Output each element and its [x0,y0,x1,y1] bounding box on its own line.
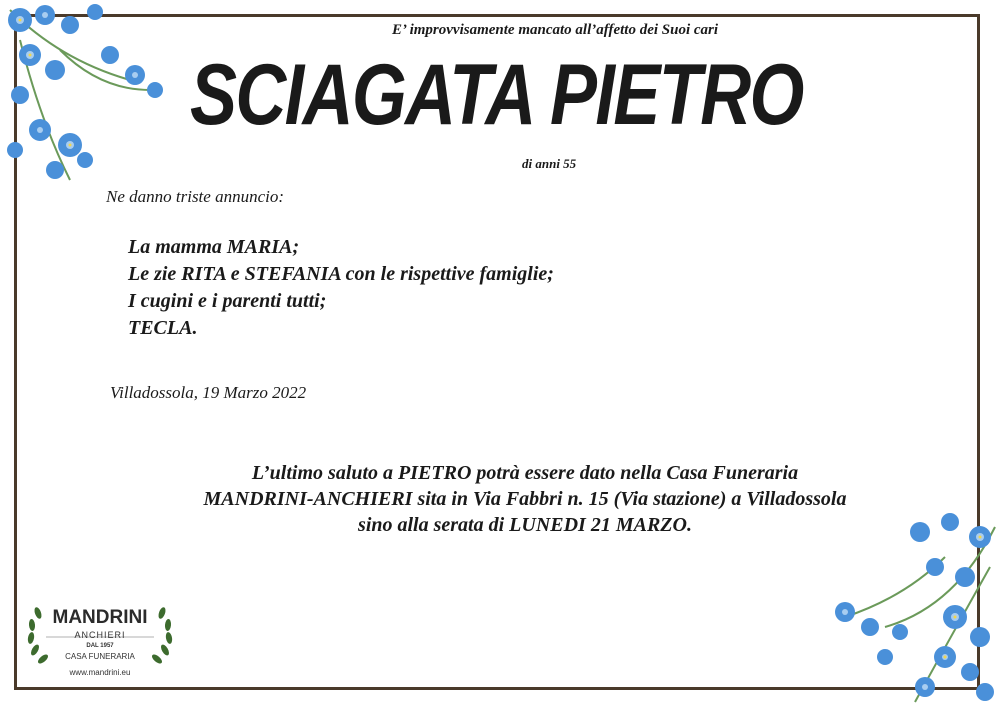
logo-brand: MANDRINI [52,607,148,628]
family-line: Le zie RITA e STEFANIA con le rispettive famiglie; [128,263,554,285]
family-line: La mamma MARIA; [128,236,300,258]
logo-kind: CASA FUNERARIA [65,652,135,661]
family-list [128,234,554,342]
funeral-home-logo [24,593,176,685]
logo-since: DAL 1957 [86,643,114,649]
farewell-text [100,460,950,538]
deceased-age: di anni 55 [522,156,577,171]
logo-website[interactable]: www.mandrini.eu [69,668,131,677]
family-line: I cugini e i parenti tutti; [128,290,327,312]
intro-line: E’ improvvisamente mancato all’affetto dei Suoi cari [391,22,719,38]
place-and-date: Villadossola, 19 Marzo 2022 [110,383,307,402]
farewell-line: sino alla serata di LUNEDI 21 MARZO. [358,514,692,536]
deceased-name: SCIAGATA PIETRO [190,47,803,143]
farewell-line: MANDRINI-ANCHIERI sita in Via Fabbri n. 15 (Via stazione) a Villadossola [203,488,847,510]
family-line: TECLA. [128,317,198,339]
announcement-heading: Ne danno triste annuncio: [106,187,285,206]
logo-subtitle: ANCHIERI [74,630,126,640]
farewell-line: L’ultimo saluto a PIETRO potrà essere dato nella Casa Funeraria [251,462,799,484]
